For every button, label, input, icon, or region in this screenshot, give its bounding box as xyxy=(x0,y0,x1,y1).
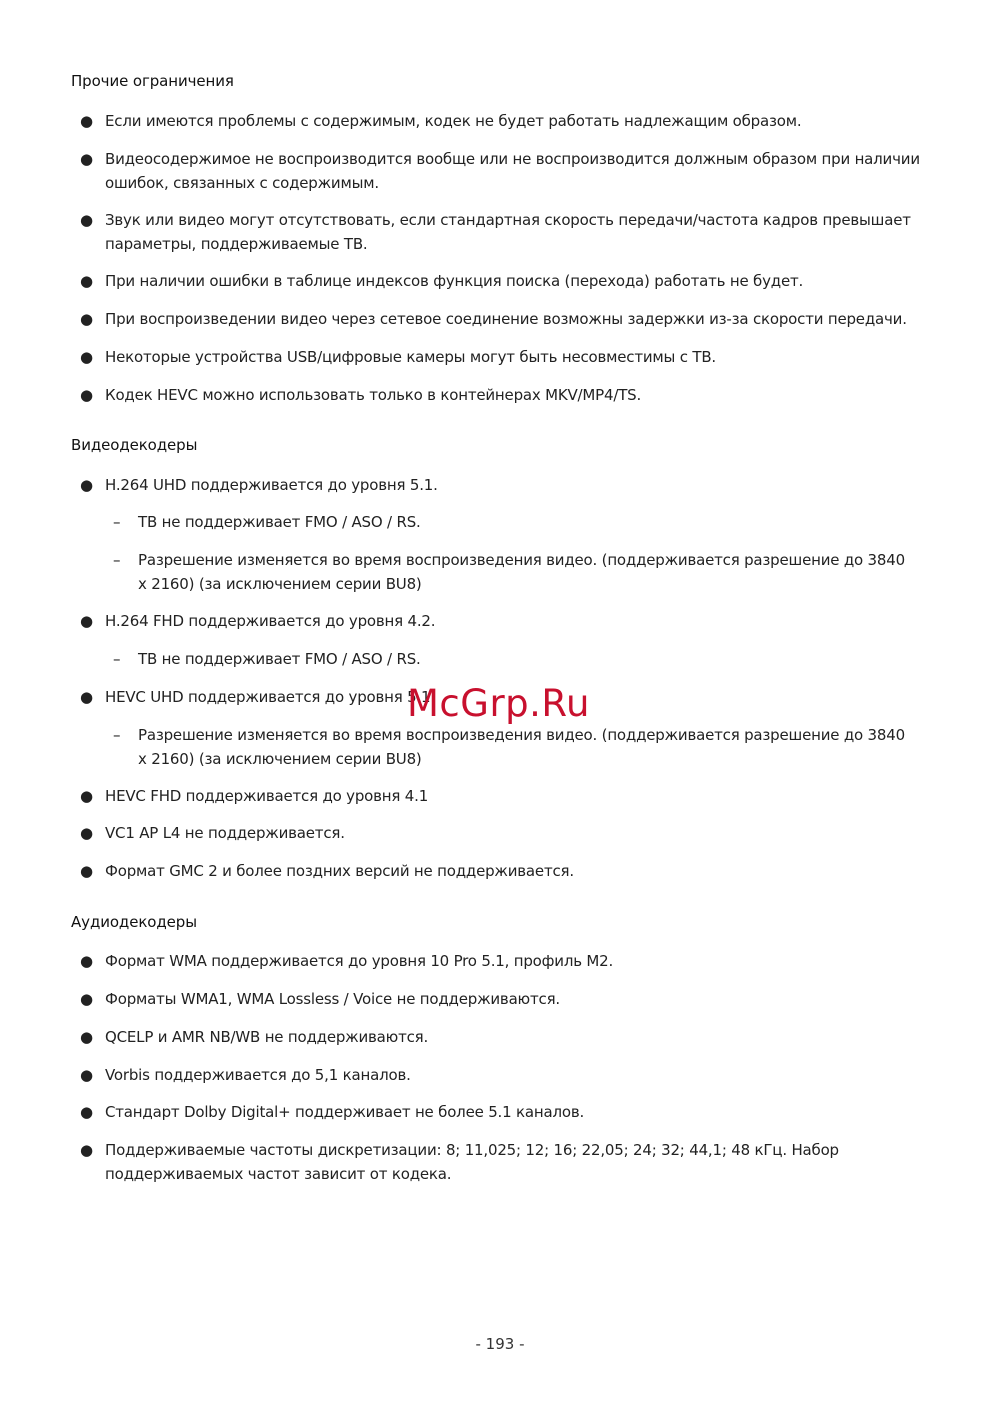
list-item xyxy=(80,949,925,973)
sub-list-item-text: Разрешение изменяется во время воспроизведения видео. (поддерживается разрешение до 3840 x 2160) (за исключением серии BU8) xyxy=(138,551,905,593)
bullet-icon: ● xyxy=(80,612,93,630)
section-title-audio-decoders: Аудиодекодеры xyxy=(71,913,197,931)
list-item xyxy=(80,147,925,195)
list-item-text: HEVC UHD поддерживается до уровня 5.1. xyxy=(105,688,435,706)
bullet-icon: ● xyxy=(80,211,93,229)
list-item-text: При воспроизведении видео через сетевое соединение возможны задержки из-за скорости передачи. xyxy=(105,310,907,328)
list-item xyxy=(80,609,925,633)
bullet-icon: ● xyxy=(80,824,93,842)
list-item xyxy=(80,821,925,845)
list-item xyxy=(80,345,925,369)
sub-list-item xyxy=(113,647,918,671)
bullet-icon: ● xyxy=(80,310,93,328)
sub-list-item xyxy=(113,548,918,596)
bullet-icon: ● xyxy=(80,1028,93,1046)
bullet-icon: ● xyxy=(80,862,93,880)
list-item xyxy=(80,307,925,331)
bullet-icon: ● xyxy=(80,952,93,970)
bullet-icon: ● xyxy=(80,990,93,1008)
bullet-icon: ● xyxy=(80,386,93,404)
list-item xyxy=(80,208,925,256)
bullet-icon: ● xyxy=(80,476,93,494)
list-item-text: H.264 FHD поддерживается до уровня 4.2. xyxy=(105,612,436,630)
section-title-video-decoders: Видеодекодеры xyxy=(71,436,198,454)
sub-list-item-text: ТВ не поддерживает FMO / ASO / RS. xyxy=(138,650,421,668)
bullet-icon: ● xyxy=(80,348,93,366)
list-item-text: H.264 UHD поддерживается до уровня 5.1. xyxy=(105,476,438,494)
list-item-text: Если имеются проблемы с содержимым, кодек не будет работать надлежащим образом. xyxy=(105,112,802,130)
bullet-icon: ● xyxy=(80,688,93,706)
list-item-text: Звук или видео могут отсутствовать, если стандартная скорость передачи/частота кадров превышает параметры, поддерживаемые ТВ. xyxy=(105,211,911,253)
list-item xyxy=(80,987,925,1011)
list-item xyxy=(80,1138,925,1186)
section-title-other-limitations: Прочие ограничения xyxy=(71,72,234,90)
list-item xyxy=(80,473,925,497)
list-item xyxy=(80,1100,925,1124)
list-item-text: HEVC FHD поддерживается до уровня 4.1 xyxy=(105,787,429,805)
sub-list-item xyxy=(113,510,918,534)
bullet-icon: ● xyxy=(80,787,93,805)
list-item-text: Формат GMC 2 и более поздних версий не поддерживается. xyxy=(105,862,574,880)
list-item-text: Кодек HEVC можно использовать только в контейнерах MKV/MP4/TS. xyxy=(105,386,642,404)
list-item xyxy=(80,784,925,808)
list-item-text: Поддерживаемые частоты дискретизации: 8; 11,025; 12; 16; 22,05; 24; 32; 44,1; 48 кГц. Набор поддерживаемых частот зависит от кодека. xyxy=(105,1141,839,1183)
bullet-icon: ● xyxy=(80,1066,93,1084)
list-item-text: При наличии ошибки в таблице индексов функция поиска (перехода) работать не будет. xyxy=(105,272,804,290)
watermark: McGrp.Ru xyxy=(407,682,590,725)
list-item-text: Видеосодержимое не воспроизводится вообще или не воспроизводится должным образом при наличии ошибок, связанных с содержимым. xyxy=(105,150,920,192)
dash-icon: – xyxy=(113,551,121,569)
list-item-text: Формат WMA поддерживается до уровня 10 Pro 5.1, профиль M2. xyxy=(105,952,614,970)
bullet-icon: ● xyxy=(80,1103,93,1121)
bullet-icon: ● xyxy=(80,112,93,130)
sub-list-item xyxy=(113,723,918,771)
page-number: - 193 - xyxy=(475,1335,525,1353)
list-item-text: Vorbis поддерживается до 5,1 каналов. xyxy=(105,1066,411,1084)
list-item-text: VC1 AP L4 не поддерживается. xyxy=(105,824,345,842)
list-item-text: Форматы WMA1, WMA Lossless / Voice не поддерживаются. xyxy=(105,990,560,1008)
list-item xyxy=(80,859,925,883)
list-item-text: Некоторые устройства USB/цифровые камеры могут быть несовместимы с ТВ. xyxy=(105,348,716,366)
list-item-text: QCELP и AMR NB/WB не поддерживаются. xyxy=(105,1028,429,1046)
dash-icon: – xyxy=(113,650,121,668)
list-item xyxy=(80,1025,925,1049)
list-item xyxy=(80,1063,925,1087)
bullet-icon: ● xyxy=(80,1141,93,1159)
dash-icon: – xyxy=(113,726,121,744)
dash-icon: – xyxy=(113,513,121,531)
list-item-text: Стандарт Dolby Digital+ поддерживает не более 5.1 каналов. xyxy=(105,1103,585,1121)
bullet-icon: ● xyxy=(80,272,93,290)
sub-list-item-text: ТВ не поддерживает FMO / ASO / RS. xyxy=(138,513,421,531)
bullet-icon: ● xyxy=(80,150,93,168)
list-item xyxy=(80,383,925,407)
list-item xyxy=(80,109,925,133)
sub-list-item-text: Разрешение изменяется во время воспроизведения видео. (поддерживается разрешение до 3840 x 2160) (за исключением серии BU8) xyxy=(138,726,905,768)
list-item xyxy=(80,269,925,293)
